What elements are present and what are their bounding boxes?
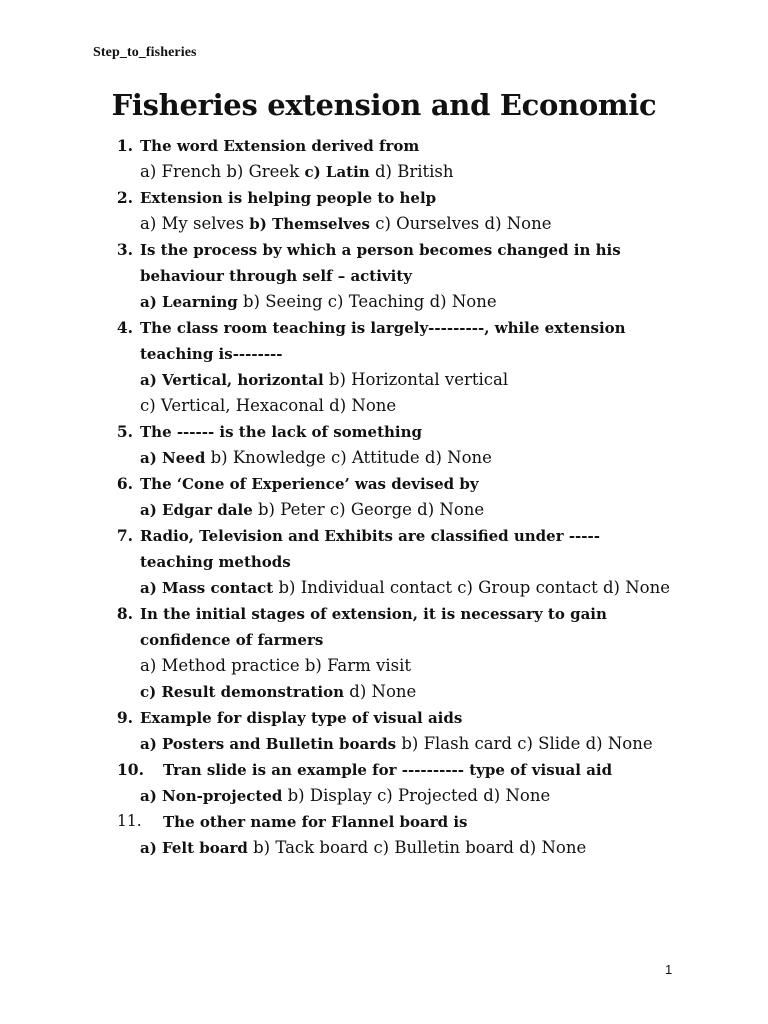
question-text: behaviour through self – activity: [140, 267, 412, 285]
option-text: b) Individual contact c) Group contact d) None: [273, 578, 670, 597]
answer-options: [140, 500, 484, 520]
correct-answer: a) Need: [140, 449, 206, 467]
option-text: c) Ourselves d) None: [369, 214, 552, 233]
answer-options: [140, 396, 396, 416]
answer-options: [140, 734, 653, 754]
question-text: In the initial stages of extension, it is necessary to gain: [140, 605, 607, 623]
question-number: 3.: [116, 240, 133, 259]
answer-options: [140, 292, 497, 312]
option-text: b) Peter c) George d) None: [252, 500, 485, 519]
correct-answer: a) Edgar dale: [140, 501, 253, 519]
question-number: 1.: [116, 136, 133, 155]
question-number: 9.: [116, 708, 133, 727]
correct-answer: c) Latin: [304, 163, 370, 181]
question-text: Example for display type of visual aids: [140, 709, 463, 727]
question-text: Extension is helping people to help: [140, 189, 437, 207]
option-text: b) Display c) Projected d) None: [282, 786, 551, 805]
question-number: 10.: [117, 760, 144, 779]
answer-options: [140, 656, 411, 676]
answer-options: [140, 838, 586, 858]
correct-answer: a) Non-projected: [140, 787, 283, 805]
question-text: Is the process by which a person becomes changed in his: [140, 241, 621, 259]
option-text: b) Tack board c) Bulletin board d) None: [247, 838, 587, 857]
question-text: The ------ is the lack of something: [140, 423, 423, 441]
option-text: a) My selves: [140, 214, 250, 233]
page-title: Fisheries extension and Economic: [111, 88, 657, 122]
answer-options: [140, 786, 550, 806]
option-text: b) Horizontal vertical: [323, 370, 509, 389]
question-text: The ‘Cone of Experience’ was devised by: [140, 475, 479, 493]
option-text: c) Vertical, Hexaconal d) None: [140, 396, 397, 415]
option-text: d) None: [344, 682, 417, 701]
question-text: confidence of farmers: [140, 631, 324, 649]
answer-options: [140, 162, 454, 182]
correct-answer: a) Felt board: [140, 839, 248, 857]
correct-answer: a) Mass contact: [140, 579, 274, 597]
correct-answer: c) Result demonstration: [140, 683, 345, 701]
question-text: The word Extension derived from: [140, 137, 420, 155]
answer-options: [140, 578, 670, 598]
option-text: a) French b) Greek: [140, 162, 305, 181]
question-number: 8.: [116, 604, 133, 623]
question-number: 7.: [116, 526, 133, 545]
question-number: 5.: [116, 422, 133, 441]
question-text: Tran slide is an example for ---------- type of visual aid: [163, 761, 613, 779]
option-text: a) Method practice b) Farm visit: [140, 656, 412, 675]
option-text: b) Flash card c) Slide d) None: [396, 734, 653, 753]
question-text: The other name for Flannel board is: [163, 813, 468, 831]
option-text: d) British: [369, 162, 454, 181]
question-text: Radio, Television and Exhibits are classified under -----: [140, 527, 600, 545]
answer-options: [140, 214, 552, 234]
correct-answer: a) Posters and Bulletin boards: [140, 735, 397, 753]
option-text: b) Knowledge c) Attitude d) None: [205, 448, 492, 467]
answer-options: [140, 682, 416, 702]
correct-answer: b) Themselves: [249, 215, 370, 233]
question-text: teaching methods: [140, 553, 291, 571]
question-number: 4.: [116, 318, 133, 337]
question-number: 2.: [116, 188, 133, 207]
answer-options: [140, 370, 508, 390]
question-text: The class room teaching is largely---------, while extension: [140, 319, 626, 337]
correct-answer: a) Learning: [140, 293, 238, 311]
page-header: Step_to_fisheries: [93, 45, 197, 60]
correct-answer: a) Vertical, horizontal: [140, 371, 324, 389]
question-number: 6.: [116, 474, 133, 493]
option-text: b) Seeing c) Teaching d) None: [237, 292, 497, 311]
question-number: 11.: [117, 812, 142, 830]
page-number: 1: [665, 962, 673, 977]
answer-options: [140, 448, 492, 468]
question-text: teaching is--------: [140, 345, 283, 363]
